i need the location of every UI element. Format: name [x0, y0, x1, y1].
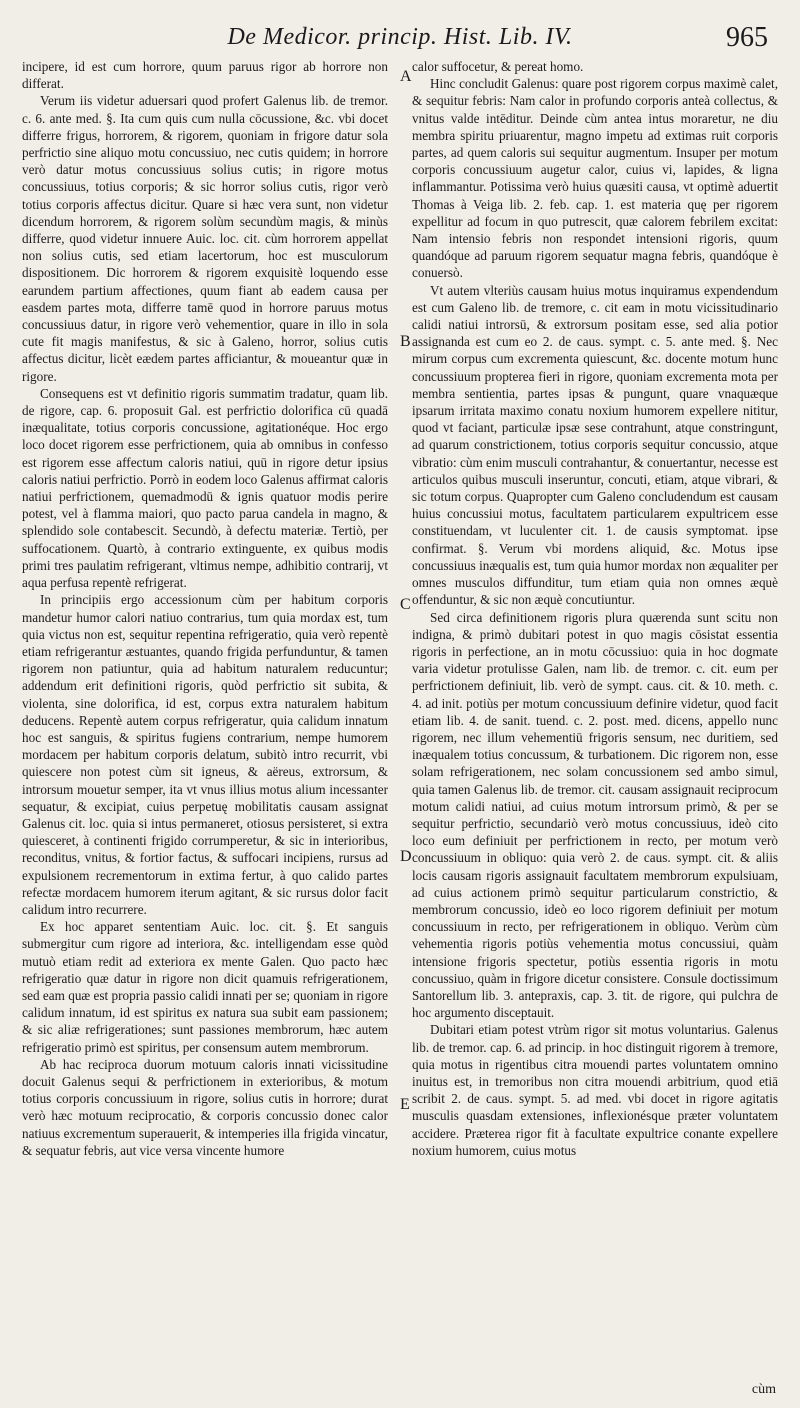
running-head: De Medicor. princip. Hist. Lib. IV. [227, 24, 573, 50]
paragraph: Ex hoc apparet sententiam Auic. loc. cit. §. Et sanguis submergitur cum rigore ad interiora, &c. intelligendam esse quòd mutuò etiam redit ad exteriora ex mente Galen. Quo pacto hæc refrigeratio quæ datur in rigore non dicit quamuis refrigerationem, sed eam quæ est propria passio calidi innati per se; quoniam in rigore calidum innatum, id est spiritus ex natura sua subit eam passionem; & sic aliæ refrigerationes; sunt passiones membrorum, hæc autem refrigeratio primò est spiritus, per consensum autem membrorum. [22, 919, 388, 1055]
catchword: cùm [751, 1382, 776, 1397]
paragraph: incipere, id est cum horrore, quum paruus rigor ab horrore non differat. [22, 59, 388, 92]
page-header [22, 18, 778, 58]
paragraph: Verum iis videtur aduersari quod profert Galenus lib. de tremor. c. 6. ante med. §. Ita cum quis cum nulla cōcussione, &c. vbi docet differre frigus, horrorem, & rigorem, quoniam in frigore datur sola perfrictio sine aliquo motu concussiuo, nec cutis quidem; in horrore verò datur motus concussiuus solius cutis; in rigore motus concussiuus, totius corporis; & sic horror solius cutis, rigor verò totius corporis affectus dicitur. Quare si hæc vera sunt, non videtur dicendum horrorem, & rigorem solùm secundùm magis, & minùs differre, quod videtur innuere Auic. loc. cit. cùm horrorem appellat non solius cutis, sed etiam lacertorum, hoc est musculorum dispositionem. Dic horrorem & rigorem exquisitè loquendo esse earundem partium affectiones, quum fiant ab eadem causa per easdem partes mota, differre tamē quod in horrore paruus motus concussiuus datur, in rigore verò vehementior, quare in illo in sola cute fit magis manifestus, & sic à Galeno, horror, solius cutis affectus dicitur, licèt eædem partes afficiantur, & moueantur quæ in rigore. [22, 93, 388, 384]
margin-letter-e: E [400, 1096, 410, 1113]
paragraph: Hinc concludit Galenus: quare post rigorem corpus maximè calet, & sequitur febris: Nam calor in profundo corporis anteà collectus, & vnitus valde intēditur. Deinde cùm antea intus moraretur, ne diu membra spiritu priuarentur, magno impetu ad extimas ruit corporis partes, ad quem caloris sui sequitur augmentum. Insuper per motum corporis concussiuum augetur calor, cuius vi, lapides, & ligna inflammantur. Potissima verò huius quæsiti causa, vt optimè aduertit Thomas à Veiga lib. 2. feb. cap. 1. est materia quę per rigorem expellitur ad focum in quo putrescit, quæ calorem febrilem excitat: Nam intensio febris non respondet intensioni rigoris, quum quandóque ad paruum rigorem sequatur magna febris, quandóque è conuersò. [412, 76, 778, 281]
paragraph: Ab hac reciproca duorum motuum caloris innati vicissitudine docuit Galenus sequi & perfrictionem in exterioribus, & motum totius corporis concussiuum in rigore, solius cutis in horrore; durat verò hæc motuum reciprocatio, & corporis concussio donec calor natiuus excrementum superauerit, & intemperies illa frigida vincatur, & sequatur febris, aut vice versa vincente humore [22, 1056, 388, 1158]
left-column [22, 58, 388, 1396]
margin-letter-a: A [400, 68, 412, 85]
page-number: 965 [726, 22, 768, 53]
margin-letter-b: B [400, 333, 411, 350]
text-columns [22, 58, 778, 1396]
paragraph: Vt autem vlteriùs causam huius motus inquiramus expendendum est cum Galeno lib. de tremore, c. cit eam in motu vicissitudinario calidi natiui introrsū, & extrorsum positam esse, sed alia potior assignanda est cum eo 2. de caus. sympt. c. 5. ante med. §. Nec mirum corpus cum excrementa quiescunt, &c. docente motum hunc concussiuum propterea fieri in rigore, quoniam excrementa mota per membra sentientia, partes ipsas & pungunt, quare vnaquæque ipsarum irritata maximo conatu noxium humorem expellere nititur, quod vt faciant, particulæ ipsæ sese contrahunt, atque constringunt, ad quarum constrictionem, totius corporis sequitur concussio, atque vibratio: cùm enim musculi contrahantur, & conuertantur, necesse est articulos quibus musculi inseruntur, concuti, etiam, atque vibrari, & sic totum corpus. Quapropter cum Galeno concludendum est causam huius concussiui motus, facultatem particularem expultricem esse constituendam, vt luculenter cit. 1. de causis symptomat. ipse confirmat. §. Verum vbi mordens aliquid, &c. Motus ipse concussiuus inæqualis est, tum quia humor mordax non æqualiter per omnes musculos diffunditur, tum etiam quia non omnes æquè offenduntur, & sic non æquè concutiuntur. [412, 282, 778, 608]
margin-letter-d: D [400, 848, 412, 865]
paragraph: Sed circa definitionem rigoris plura quærenda sunt scitu non indigna, & primò dubitari potest in quo magis cōsistat essentia rigoris in perfectione, an in motu cōcussiuo: quia in hoc dogmate varia videtur protulisse Galen, nam lib. de tremor. c. cit. eum per perfrictionem definiuit, lib. verò de sympt. caus. cit. & 10. meth. c. 4. ad init. potiùs per motum concussiuum definire videtur, quod facit etiam lib. 4. de sanit. tuend. c. 2. post. med. dicens, appello nunc rigorem, nec illum vehementiū frigoris sensum, nec duritiem, sed inæqualem totius concussum, & turbationem. Dic rigorem non, esse solam refrigerationem, nec solam concussionem sed ambo simul, quia tamen Galenus lib. de tremor. cit. causam assignauit reciprocum motum calidi natiui, ad cuius motum introrsum primò, & per se sequitur perfrictio, secundariò verò motus concussiuus, ideò cito loco eum definiuit per perfrictionem in recto, per motum verò concussiuum in obliquo: quia verò 2. de caus. sympt. cit. & aliis locis causam rigoris assignauit facultatem membrorum expulsiuam, ad cuius actionem primò sequitur particularum constrictio, & membrorum concussio, ideò eo loco rigorem definiuit per motum concussiuum in recto, per refrigerationem in obliquo. Verùm cùm vehementia rigoris potiùs vehementia motus concussiui, quàm intensione frigoris spectetur, potiùs essentia rigoris in motu concussiuo, quàm in frigore dicetur consistere. Consule doctissimum Santorellum lib. 3. antepraxis, cap. 3. tit. de rigore, qui pulchra de hoc argumento disceptauit. [412, 609, 778, 1021]
paragraph: In principiis ergo accessionum cùm per habitum corporis mandetur humor calori natiuo contrarius, tum quia mordax est, tum quia victus non est, sequitur repentina refrigeratio, quia verò repentè etiam refrigerantur æstuantes, quando frigida perfunduntur, & tamen rigorem non patiuntur, quia ad habitum naturalem reducuntur; addendum erit definitioni rigoris, quòd perfrictio sit subita, & violenta, sine dolorifica, id est, corpus extra naturalem habitum deducens. Repentè autem corpus refrigeratur, quia calidum innatum hoc est sanguis, & spiritus fugiens contrarium, nempe humorem mordacem per habitum corporis delatum, subitò intro recurrit, vbi quiescere non potest cùm sit igneus, & aëreus, extrorsum, & introrsum mouetur semper, ita vt vnus illius motus alium incessanter sequatur, & excipiat, cuius perpetuę mobilitatis causam assignat Galenus cit. loc. quia si intus permaneret, otiosus persisteret, si extra quiesceret, à continenti frigido corrumperetur, & sic in interioribus, reconditus, vnitus, & fortior factus, & suffocari incipiens, rursus ad expulsionem recrementorum in extima fertur, à quo calido partes refectæ mordacem humorem iterum agitant, & sic rursus dolor facit calidum intro recurrere. [22, 592, 388, 917]
paragraph: calor suffocetur, & pereat homo. [412, 59, 584, 74]
right-column [412, 58, 778, 1396]
margin-letter-c: C [400, 596, 411, 613]
paragraph: Consequens est vt definitio rigoris summatim tradatur, quam lib. de rigore, cap. 6. proposuit Gal. est perfrictio dolorifica cū quadā inæqualitate, totius corporis concussione, agitationéque. Hoc ergo loco docet rigorem esse perfrictionem, quia ab omnibus in confesso est rigorem esse affectum caloris natiui, quū in rigore detur ipsius caloris natiui perfrictio. Porrò in eodem loco Galenus affirmat caloris natiui perfrictionem, quemadmodū & ignis quatuor modis perire potest, vel à flamma maiori, quo pacto parua candela in magno, & splendido sole contabescit. Secundò, à defectu materiæ. Tertiò, per suffocationem. Quartò, à contrario extinguente, ex quibus modis primi tres paulatim refrigerant, vltimus nempe, adhibitio contrarij, vt aqua perfusa repentè refrigerat. [22, 385, 388, 591]
paragraph: Dubitari etiam potest vtrùm rigor sit motus voluntarius. Galenus lib. de tremor. cap. 6. ad princip. in hoc distinguit rigorem à tremore, quia motus in rigentibus citra mouendi partes voluntatem omnino inuitus est, in tremoribus non citra mouendi arbitrium, quod etiā scribit 2. de caus. sympt. 5. ad med. vbi docet in rigore agitatis musculis quasdam extensiones, inflexionésque præter voluntatem accidere. Præterea rigor fit à facultate expultrice conante expellere noxium humorem, cuius motus [412, 1022, 778, 1158]
